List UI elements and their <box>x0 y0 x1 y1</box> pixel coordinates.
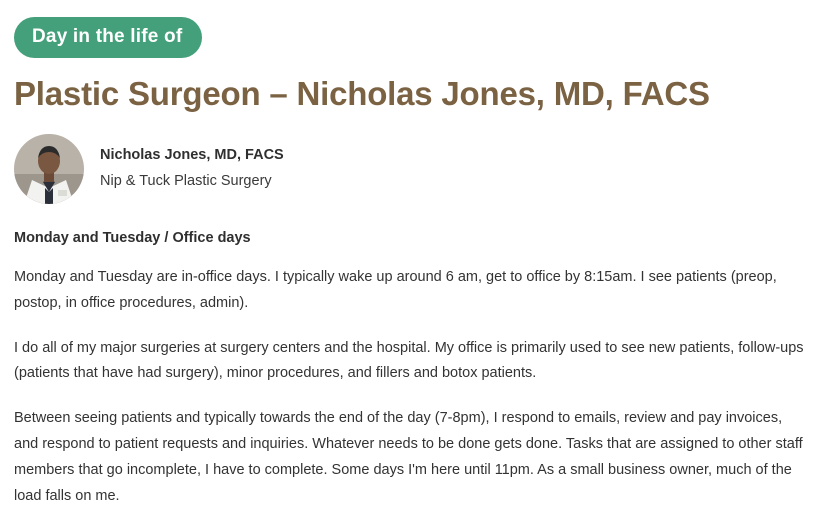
page-title: Plastic Surgeon – Nicholas Jones, MD, FACS <box>14 75 710 112</box>
byline-text <box>100 145 284 193</box>
section-heading: Monday and Tuesday / Office days <box>14 229 251 246</box>
body-paragraph: Monday and Tuesday are in-office days. I typically wake up around 6 am, get to office by 8:15am. I see patients (preop, postop, in office procedures, admin). <box>14 268 777 311</box>
category-badge: Day in the life of <box>14 17 202 58</box>
body-paragraph: I do all of my major surgeries at surgery centers and the hospital. My office is primarily used to see new patients, follow-ups (patients that have had surgery), minor procedures, and fillers and botox patients. <box>14 339 804 382</box>
author-organization: Nip & Tuck Plastic Surgery <box>100 172 272 189</box>
byline <box>14 134 807 204</box>
author-name: Nicholas Jones, MD, FACS <box>100 146 284 163</box>
avatar <box>14 134 84 204</box>
badge-row <box>14 0 807 58</box>
body-paragraph: Between seeing patients and typically towards the end of the day (7-8pm), I respond to emails, review and pay invoices, and respond to patient requests and inquiries. Whatever needs to be done gets done. Tasks that are assigned to other staff members that go incomplete, I have to complete. Some days I'm here until 11pm. As a small business owner, much of the load falls on me. <box>14 410 803 504</box>
avatar-photo-icon <box>14 134 84 204</box>
